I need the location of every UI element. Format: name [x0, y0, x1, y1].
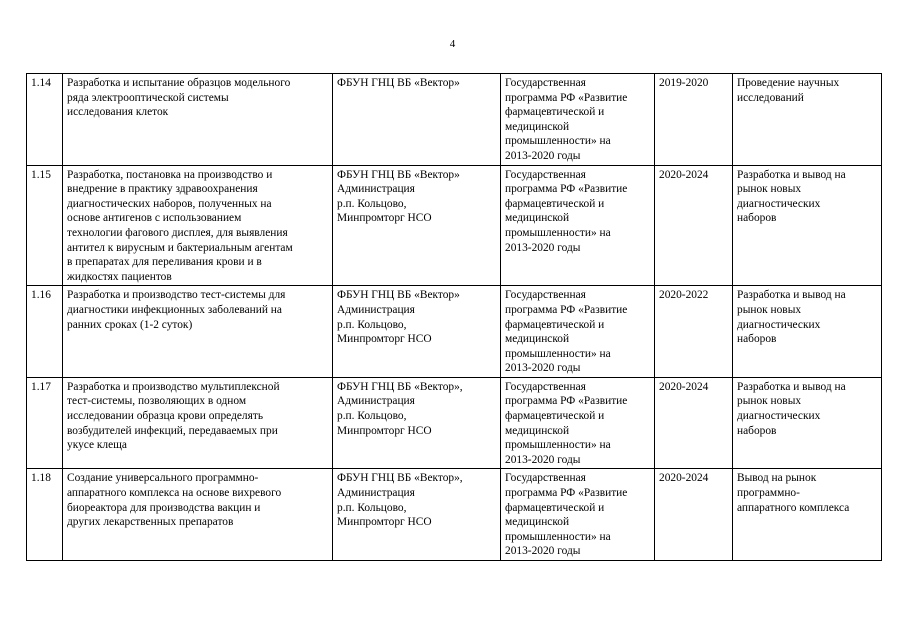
activity-cell: Разработка и испытание образцов модельного ряда электрооптической системы исследования клеток — [63, 74, 333, 166]
row-number-cell: 1.18 — [27, 469, 63, 561]
funding-source-cell: Государственная программа РФ «Развитие фармацевтической и медицинской промышленности» на 2013-2020 годы — [501, 165, 655, 286]
table-row — [27, 165, 882, 286]
result-cell: Разработка и вывод на рынок новых диагностических наборов — [733, 377, 882, 469]
executor-cell: ФБУН ГНЦ ВБ «Вектор» — [333, 74, 501, 166]
measures-table — [26, 73, 882, 561]
table-row — [27, 469, 882, 561]
executor-cell: ФБУН ГНЦ ВБ «Вектор», Администрация р.п. Кольцово, Минпромторг НСО — [333, 377, 501, 469]
executor-cell: ФБУН ГНЦ ВБ «Вектор» Администрация р.п. Кольцово, Минпромторг НСО — [333, 286, 501, 378]
funding-source-cell: Государственная программа РФ «Развитие фармацевтической и медицинской промышленности» на 2013-2020 годы — [501, 74, 655, 166]
row-number-cell: 1.14 — [27, 74, 63, 166]
period-cell: 2020-2024 — [655, 377, 733, 469]
funding-source-cell: Государственная программа РФ «Развитие фармацевтической и медицинской промышленности» на 2013-2020 годы — [501, 469, 655, 561]
activity-cell: Разработка и производство мультиплексной тест-системы, позволяющих в одном исследовании образца крови определять возбудителей инфекций, передаваемых при укусе клеща — [63, 377, 333, 469]
result-cell: Проведение научных исследований — [733, 74, 882, 166]
period-cell: 2020-2022 — [655, 286, 733, 378]
period-cell: 2020-2024 — [655, 165, 733, 286]
result-cell: Разработка и вывод на рынок новых диагностических наборов — [733, 165, 882, 286]
row-number-cell: 1.15 — [27, 165, 63, 286]
row-number-cell: 1.16 — [27, 286, 63, 378]
executor-cell: ФБУН ГНЦ ВБ «Вектор» Администрация р.п. Кольцово, Минпромторг НСО — [333, 165, 501, 286]
activity-cell: Создание универсального программно- аппаратного комплекса на основе вихревого биореактора для производства вакцин и других лекарственных препаратов — [63, 469, 333, 561]
table-row — [27, 377, 882, 469]
table-row — [27, 74, 882, 166]
funding-source-cell: Государственная программа РФ «Развитие фармацевтической и медицинской промышленности» на 2013-2020 годы — [501, 377, 655, 469]
result-cell: Вывод на рынок программно- аппаратного комплекса — [733, 469, 882, 561]
period-cell: 2019-2020 — [655, 74, 733, 166]
executor-cell: ФБУН ГНЦ ВБ «Вектор», Администрация р.п. Кольцово, Минпромторг НСО — [333, 469, 501, 561]
table-row — [27, 286, 882, 378]
period-cell: 2020-2024 — [655, 469, 733, 561]
page-number: 4 — [449, 38, 456, 50]
funding-source-cell: Государственная программа РФ «Развитие фармацевтической и медицинской промышленности» на 2013-2020 годы — [501, 286, 655, 378]
activity-cell: Разработка и производство тест-системы для диагностики инфекционных заболеваний на ранних сроках (1-2 суток) — [63, 286, 333, 378]
row-number-cell: 1.17 — [27, 377, 63, 469]
activity-cell: Разработка, постановка на производство и внедрение в практику здравоохранения диагностических наборов, полученных на основе антигенов с использованием технологии фагового дисплея, для выявления антител к вирусным и бактериальным агентам в препаратах для переливания крови и в жидкостях пациентов — [63, 165, 333, 286]
result-cell: Разработка и вывод на рынок новых диагностических наборов — [733, 286, 882, 378]
